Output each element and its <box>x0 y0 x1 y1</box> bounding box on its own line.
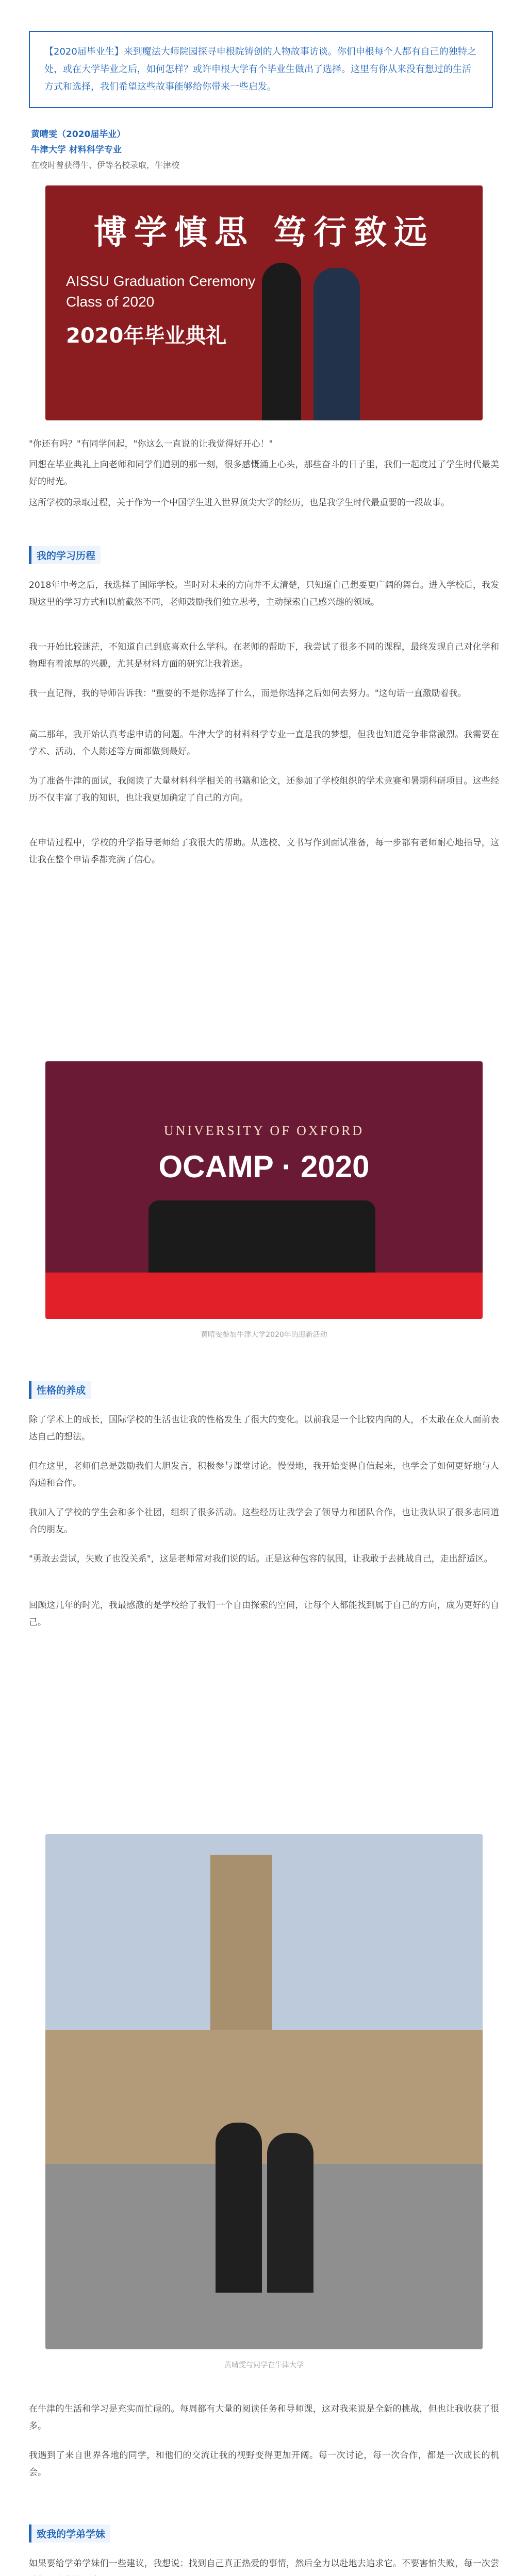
paragraph-2: 回想在毕业典礼上向老师和同学们道别的那一刻，很多感慨涌上心头，那些奋斗的日子里，我们一起度过了学生时代最美好的时光。 <box>29 460 499 487</box>
paragraph-11: 但在这里，老师们总是鼓励我们大胆发言，积极参与课堂讨论。慢慢地，我开始变得自信起来，也学会了如何更好地与人沟通和合作。 <box>29 1461 499 1488</box>
section-label-character: 性格的养成 <box>29 1381 91 1399</box>
caption-oxford: 黄晴雯与同学在牛津大学 <box>224 2361 304 2369</box>
teacher-figure <box>314 268 360 420</box>
paragraph-5: 我一开始比较迷茫，不知道自己到底喜欢什么学科。在老师的帮助下，我尝试了很多不同的课程，最终发现自己对化学和物理有着浓厚的兴趣，尤其是材料方面的研究让我着迷。 <box>29 642 499 669</box>
paragraph-17: 如果要给学弟学妹们一些建议，我想说：找到自己真正热爱的事情，然后全力以赴地去追求它。不要害怕失败，每一次尝 <box>29 2558 499 2569</box>
profile-name: 黄晴雯（2020届毕业） <box>31 129 126 140</box>
profile-block <box>31 127 320 173</box>
caption-ocamp: 黄晴雯参加牛津大学2020年的迎新活动 <box>201 1331 327 1339</box>
ocamp-photo <box>45 1061 483 1319</box>
paragraph-4: 2018年中考之后，我选择了国际学校。当时对未来的方向并不太清楚，只知道自己想要更广阔的舞台。进入学校后，我发现这里的学习方式和以前截然不同，老师鼓励我们独立思考，主动探索自己感兴趣的领域。 <box>29 580 499 607</box>
graduation-sub1: AISSU Graduation Ceremony <box>66 273 256 289</box>
paragraph-10: 除了学术上的成长，国际学校的生活也让我的性格发生了很大的变化。以前我是一个比较内向的人，不太敢在众人面前表达自己的想法。 <box>29 1415 499 1442</box>
oxford-brand: UNIVERSITY OF OXFORD <box>163 1123 365 1138</box>
paragraph-15: 在牛津的生活和学习是充实而忙碌的。每周都有大量的阅读任务和导师课，这对我来说是全新的挑战，但也让我收获了很多。 <box>29 2404 499 2431</box>
paragraph-7: 高二那年，我开始认真考虑申请的问题。牛津大学的材料科学专业一直是我的梦想，但我也知道竞争非常激烈。我需要在学术、活动、个人陈述等方面都做到最好。 <box>29 730 499 757</box>
paragraph-9: 在申请过程中，学校的升学指导老师给了我很大的帮助。从选校、文书写作到面试准备，每一步都有老师耐心地指导，这让我在整个申请季都充满了信心。 <box>29 838 499 865</box>
stage-floor <box>45 1273 483 1319</box>
intro-box <box>29 31 493 108</box>
paragraph-13: "勇敢去尝试，失败了也没关系"，这是老师常对我们说的话。正是这种包容的氛围，让我敢于去挑战自己，走出舒适区。 <box>29 1554 493 1564</box>
paragraph-6: 我一直记得，我的导师告诉我："重要的不是你选择了什么，而是你选择之后如何去努力。"这句话一直激励着我。 <box>29 688 467 699</box>
graduation-photo <box>45 185 483 420</box>
section-heading-advice <box>29 2524 499 2543</box>
graduation-sub2: Class of 2020 <box>66 294 155 310</box>
group-figures <box>148 1200 375 1273</box>
paragraph-1: "你还有吗？"有同学问起，"你这么一直说的让我觉得好开心！" <box>29 439 273 449</box>
paragraph-12: 我加入了学校的学生会和多个社团，组织了很多活动。这些经历让我学会了领导力和团队合作，也让我认识了很多志同道合的朋友。 <box>29 1507 499 1535</box>
ocamp-title: OCAMP · 2020 <box>158 1149 370 1184</box>
intro-text: 【2020届毕业生】来到魔法大师院园探寻申根院铸创的人物故事访谈。你们申根每个人都有自己的独特之处，或在大学毕业之后，如何怎样？或许申根大学有个毕业生做出了选择。这里有你从来没有想过的生活方式和选择，我们希望这些故事能够给你带来一些启发。 <box>44 46 476 92</box>
graduate-figure <box>262 263 301 420</box>
section-label-advice: 致我的学弟学妹 <box>29 2524 110 2543</box>
college-building <box>45 2030 483 2164</box>
section-label-study: 我的学习历程 <box>29 546 101 564</box>
section-heading-study <box>29 546 499 564</box>
paragraph-3: 这所学校的录取过程，关于作为一个中国学生进入世界顶尖大学的经历，也是我学生时代最重要的一段故事。 <box>29 498 450 508</box>
student-figure-2 <box>267 2133 314 2293</box>
paragraph-8: 为了准备牛津的面试，我阅读了大量材料科学相关的书籍和论文，还参加了学校组织的学术竞赛和暑期科研项目。这些经历不仅丰富了我的知识，也让我更加确定了自己的方向。 <box>29 776 499 803</box>
profile-school: 牛津大学 材料科学专业 <box>31 145 122 155</box>
section-heading-character <box>29 1381 499 1399</box>
paragraph-16: 我遇到了来自世界各地的同学，和他们的交流让我的视野变得更加开阔。每一次讨论，每一次合作，都是一次成长的机会。 <box>29 2450 499 2478</box>
graduation-banner-text: 博学慎思 笃行致远 <box>93 213 435 252</box>
oxford-street-photo <box>45 1834 483 2349</box>
profile-offers: 在校时曾获得牛、伊等名校录取，牛津校 <box>31 160 180 170</box>
student-figure-1 <box>216 2123 262 2293</box>
street <box>45 2164 483 2349</box>
graduation-year: 2020年毕业典礼 <box>66 324 227 348</box>
paragraph-14: 回顾这几年的时光，我最感激的是学校给了我们一个自由探索的空间，让每个人都能找到属于自己的方向，成为更好的自己。 <box>29 1600 499 1628</box>
